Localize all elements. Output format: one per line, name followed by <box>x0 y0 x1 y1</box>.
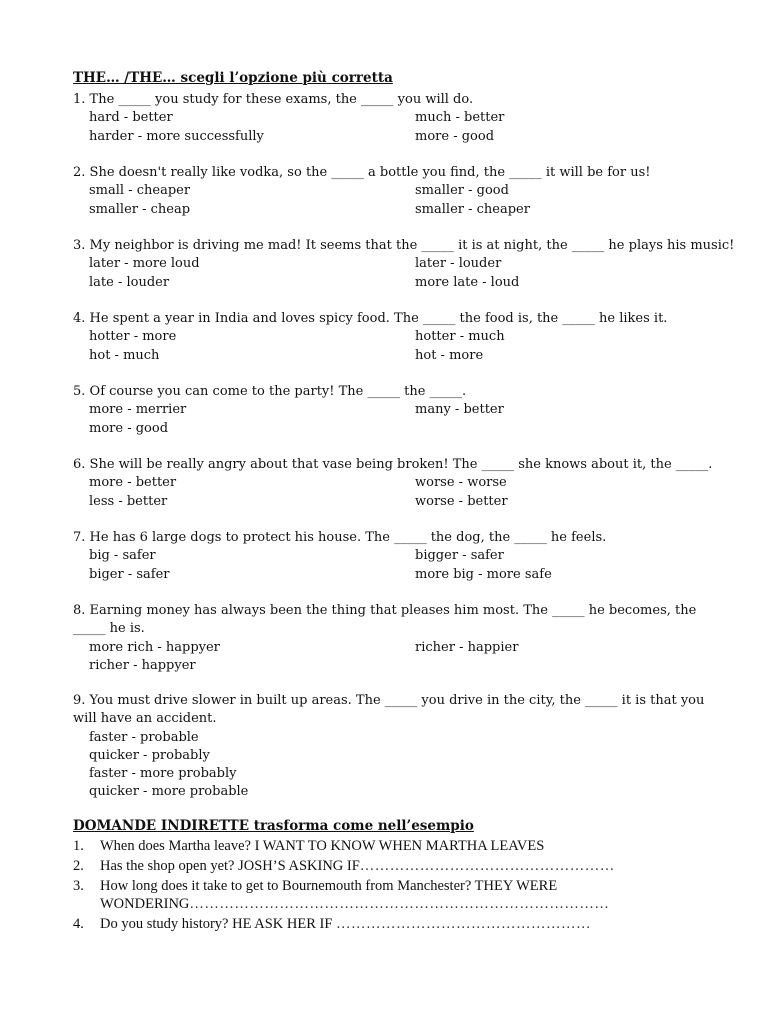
indirect-question-text <box>100 858 700 876</box>
answer-option[interactable]: much - better <box>415 110 505 126</box>
question-sentence: How long does it take to get to Bournemouth from Manchester? THEY WERE <box>100 878 558 894</box>
section-title-the-the: THE… /THE… scegli l’opzione più corretta <box>73 70 393 86</box>
option-row <box>73 274 713 292</box>
answer-option[interactable]: smaller - cheap <box>89 201 191 217</box>
answer-option[interactable]: biger - safer <box>89 566 170 582</box>
option-row <box>73 255 713 273</box>
answer-option[interactable]: hotter - much <box>415 329 505 345</box>
question-item <box>73 383 713 438</box>
answer-options <box>73 109 713 146</box>
question-item <box>73 91 713 146</box>
answer-option[interactable]: richer - happyer <box>89 657 196 673</box>
question-item <box>73 310 713 365</box>
option-row <box>73 182 713 200</box>
question-text: 6. She will be really angry about that vase being broken! The _____ she knows about it, the _____. <box>73 457 713 472</box>
answer-option[interactable]: big - safer <box>89 548 156 564</box>
question-text: 4. He spent a year in India and loves spicy food. The _____ the food is, the _____ he likes it. <box>73 311 668 326</box>
item-number: 4. <box>73 916 84 932</box>
question-item <box>73 164 713 219</box>
question-text: 9. You must drive slower in built up areas. The _____ you drive in the city, the _____ it is that you will have an accident. <box>73 693 705 727</box>
answer-option[interactable]: bigger - safer <box>415 548 504 564</box>
question-text: 5. Of course you can come to the party! The _____ the _____. <box>73 384 467 399</box>
option-row <box>73 783 713 801</box>
answer-option[interactable]: more - merrier <box>89 402 187 418</box>
indirect-question-text <box>100 916 700 934</box>
answer-option[interactable]: richer - happier <box>415 639 519 655</box>
question-text: 1. The _____ you study for these exams, the _____ you will do. <box>73 92 474 107</box>
item-number: 2. <box>73 858 84 874</box>
answer-option[interactable]: hard - better <box>89 110 173 126</box>
option-row <box>73 128 713 146</box>
answer-options <box>73 474 713 511</box>
answer-option[interactable]: small - cheaper <box>89 183 191 199</box>
answer-options <box>73 729 713 802</box>
option-row <box>73 109 713 127</box>
option-row <box>73 401 713 419</box>
indirect-question-text <box>100 838 700 856</box>
indirect-question-text <box>100 878 700 913</box>
question-item <box>73 692 713 802</box>
option-row <box>73 657 713 675</box>
answer-options <box>73 547 713 584</box>
answer-options <box>73 255 713 292</box>
question-item <box>73 529 713 584</box>
answer-option[interactable]: hot - more <box>415 347 484 363</box>
question-sentence: Do you study history? HE ASK HER IF <box>100 916 337 932</box>
option-row <box>73 765 713 783</box>
answer-options <box>73 328 713 365</box>
section-title-indirect-questions: DOMANDE INDIRETTE trasforma come nell’esempio <box>73 818 474 834</box>
option-row <box>73 328 713 346</box>
option-row <box>73 566 713 584</box>
question-text: 3. My neighbor is driving me mad! It seems that the _____ it is at night, the _____ he plays his music! <box>73 238 735 253</box>
answer-option[interactable]: faster - more probably <box>89 766 237 782</box>
answer-option[interactable]: more - better <box>89 475 177 491</box>
answer-option[interactable]: late - louder <box>89 274 170 290</box>
answer-option[interactable]: more - good <box>89 420 169 436</box>
answer-option[interactable]: many - better <box>415 402 504 418</box>
answer-blank[interactable]: ………………………………………………………………………… <box>189 895 610 912</box>
question-sentence: Has the shop open yet? JOSH’S ASKING IF <box>100 858 360 874</box>
answer-option[interactable]: later - louder <box>415 256 502 272</box>
answer-option[interactable]: quicker - more probable <box>89 784 249 800</box>
answer-blank[interactable]: …………………………………………… <box>359 858 615 874</box>
option-row <box>73 347 713 365</box>
question-item <box>73 456 713 511</box>
answer-option[interactable]: worse - worse <box>415 475 507 491</box>
answer-option[interactable]: more - good <box>415 128 495 144</box>
question-text: 8. Earning money has always been the thing that pleases him most. The _____ he becomes, the _____ he is. <box>73 603 697 637</box>
item-number: 1. <box>73 838 84 854</box>
answer-option[interactable]: smaller - cheaper <box>415 201 530 217</box>
option-row <box>73 474 713 492</box>
option-row <box>73 420 713 438</box>
option-row <box>73 747 713 765</box>
option-row <box>73 729 713 747</box>
answer-option[interactable]: hot - much <box>89 347 160 363</box>
option-row <box>73 493 713 511</box>
answer-option[interactable]: hotter - more <box>89 329 177 345</box>
answer-option[interactable]: worse - better <box>415 493 508 509</box>
question-text: 7. He has 6 large dogs to protect his house. The _____ the dog, the _____ he feels. <box>73 530 607 545</box>
answer-option[interactable]: faster - probable <box>89 729 199 745</box>
option-row <box>73 547 713 565</box>
question-sentence: When does Martha leave? I WANT TO KNOW WHEN MARTHA LEAVES <box>100 838 545 854</box>
answer-options <box>73 401 713 438</box>
question-sentence-continued: WONDERING <box>100 895 190 912</box>
answer-option[interactable]: more late - loud <box>415 274 520 290</box>
answer-options <box>73 639 713 676</box>
answer-option[interactable]: later - more loud <box>89 256 200 272</box>
answer-option[interactable]: quicker - probably <box>89 747 210 763</box>
answer-blank[interactable]: …………………………………………… <box>336 916 592 932</box>
question-item <box>73 602 713 675</box>
option-row <box>73 201 713 219</box>
answer-option[interactable]: less - better <box>89 493 168 509</box>
option-row <box>73 639 713 657</box>
answer-option[interactable]: more rich - happyer <box>89 639 220 655</box>
item-number: 3. <box>73 878 84 894</box>
answer-options <box>73 182 713 219</box>
answer-option[interactable]: smaller - good <box>415 183 509 199</box>
question-item <box>73 237 735 292</box>
question-text: 2. She doesn't really like vodka, so the _____ a bottle you find, the _____ it will be for us! <box>73 165 651 180</box>
answer-option[interactable]: more big - more safe <box>415 566 552 582</box>
answer-option[interactable]: harder - more successfully <box>89 128 264 144</box>
